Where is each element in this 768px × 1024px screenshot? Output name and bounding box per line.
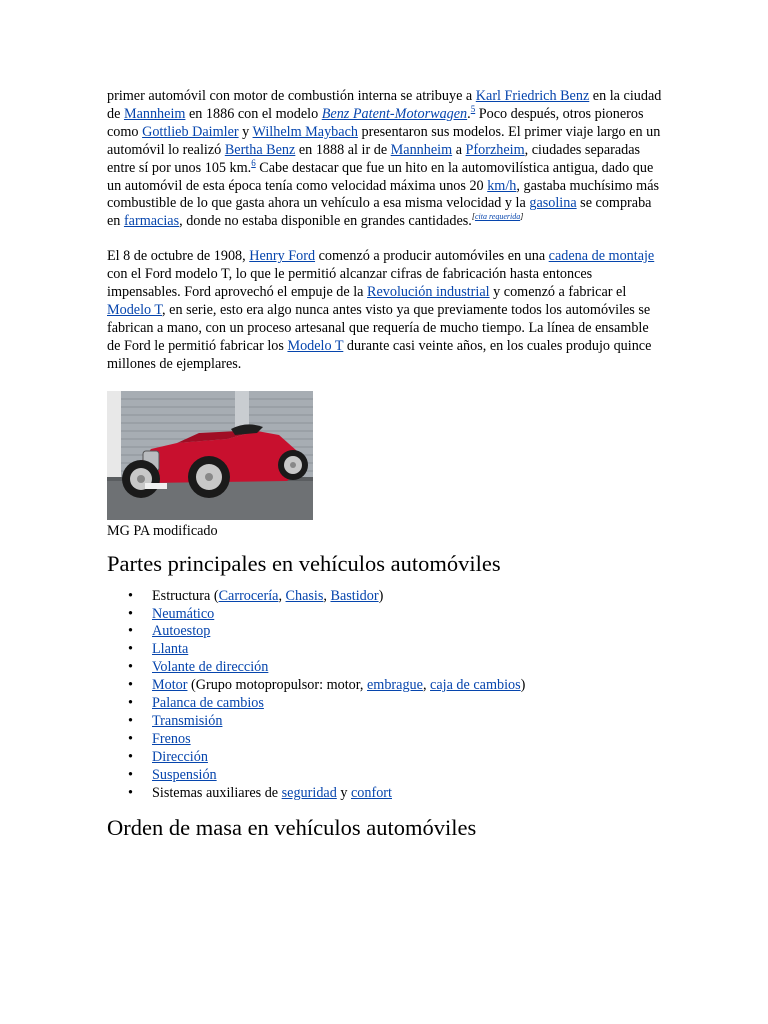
text: comenzó a producir automóviles en una [315, 248, 549, 265]
link-revolucion-industrial[interactable]: Revolución industrial [367, 284, 490, 301]
text: El 8 de octubre de 1908, [107, 248, 250, 265]
link-pforzheim[interactable]: Pforzheim [465, 141, 525, 158]
link-cadena-de-montaje[interactable]: cadena de montaje [548, 248, 655, 265]
list-item [128, 659, 663, 677]
list-item [128, 748, 663, 767]
link-benz-patent-motorwagen[interactable]: Benz Patent-Motorwagen [321, 105, 468, 122]
link-palanca-de-cambios[interactable]: Palanca de cambios [152, 695, 264, 712]
bullet-icon: • [128, 784, 133, 801]
footnote-6[interactable]: 6 [251, 157, 256, 168]
link-transmision[interactable]: Transmisión [152, 712, 223, 729]
footnote-5[interactable]: 5 [470, 103, 476, 114]
text: (Grupo motopropulsor: motor, [187, 677, 367, 694]
list-item [128, 605, 663, 624]
bracket: [ [471, 212, 475, 222]
link-carroceria[interactable]: Carrocería [218, 587, 279, 604]
link-henry-ford[interactable]: Henry Ford [249, 248, 316, 265]
link-bastidor[interactable]: Bastidor [330, 587, 379, 604]
bracket: ] [520, 212, 524, 222]
paragraph-ford [107, 248, 663, 373]
bullet-icon: • [128, 587, 133, 604]
text: en la ciudad de [107, 88, 662, 122]
link-caja-de-cambios[interactable]: caja de cambios [430, 677, 521, 694]
link-mannheim-2[interactable]: Mannheim [390, 141, 453, 158]
link-gasolina[interactable]: gasolina [529, 195, 577, 212]
link-farmacias[interactable]: farmacias [123, 213, 180, 230]
link-embrague[interactable]: embrague [367, 677, 423, 694]
link-kmh[interactable]: km/h [487, 177, 517, 194]
car-figure [107, 391, 663, 540]
text: ) [520, 677, 526, 694]
text: en 1888 al ir de [295, 141, 391, 158]
link-modelo-t-2[interactable]: Modelo T [287, 337, 344, 354]
link-bertha-benz[interactable]: Bertha Benz [224, 141, 296, 158]
text: se compraba en [107, 195, 652, 230]
text: Cabe destacar que fue un hito en la automovilística antigua, dado que un automóvil de esta época tenía como velocidad máxima unos 20 [107, 159, 654, 194]
text: y [238, 123, 253, 140]
link-cita-requerida[interactable]: cita requerida [474, 212, 521, 222]
link-mannheim[interactable]: Mannheim [123, 105, 186, 122]
link-seguridad[interactable]: seguridad [281, 784, 337, 801]
bullet-icon: • [128, 641, 133, 658]
bullet-icon: • [128, 748, 133, 765]
text: durante casi veinte años, en los cuales produjo quince millones de ejemplares. [107, 337, 652, 372]
bullet-icon: • [128, 605, 133, 622]
link-neumatico[interactable]: Neumático [152, 605, 215, 622]
list-item [128, 677, 663, 695]
text: , [422, 677, 431, 694]
link-volante-de-direccion[interactable]: Volante de dirección [152, 659, 269, 676]
text: con el Ford modelo T, lo que le permitió alcanzar cifras de fabricación hasta entonces impensables. Ford aprovechó el empuje de la [107, 266, 593, 301]
figure-caption: MG PA modificado [107, 522, 218, 539]
link-llanta[interactable]: Llanta [152, 641, 189, 658]
link-confort[interactable]: confort [351, 784, 392, 801]
link-direccion[interactable]: Dirección [152, 748, 208, 765]
text: , gastaba muchísimo más combustible de lo que gasta ahora un vehículo a esa misma velocidad y la [107, 177, 660, 212]
heading-orden-de-masa: Orden de masa en vehículos automóviles [107, 815, 477, 841]
list-item [128, 623, 663, 641]
parts-list [107, 588, 663, 803]
paragraph-history [107, 88, 663, 231]
link-wilhelm-maybach[interactable]: Wilhelm Maybach [252, 123, 358, 140]
list-item [128, 766, 663, 785]
text: Sistemas auxiliares de [152, 784, 282, 801]
link-motor[interactable]: Motor [152, 677, 188, 694]
citation-needed [472, 212, 524, 221]
bullet-icon: • [128, 623, 133, 640]
text: presentaron sus modelos. El primer viaje largo en un automóvil lo realizó [107, 123, 661, 158]
text: Poco después, otros pioneros como [107, 105, 644, 140]
link-modelo-t[interactable]: Modelo T [107, 301, 163, 318]
link-autoestop[interactable]: Autoestop [152, 623, 211, 640]
list-item [128, 730, 663, 749]
bullet-icon: • [128, 766, 133, 783]
text: y comenzó a fabricar el [489, 284, 627, 301]
bullet-icon: • [128, 677, 133, 694]
list-item [128, 712, 663, 731]
link-frenos[interactable]: Frenos [152, 730, 191, 747]
text: y [336, 784, 351, 801]
text: , donde no estaba disponible en grandes cantidades. [179, 213, 472, 230]
link-gottlieb-daimler[interactable]: Gottlieb Daimler [142, 123, 239, 140]
text: , en serie, esto era algo nunca antes visto ya que previamente todos los automóviles se fabrican a mano, con un proceso artesanal que requería de mucho tiempo. La línea de ensamble de Ford le permitió fabricar los [107, 301, 651, 354]
text: en 1886 con el modelo [185, 105, 322, 122]
list-item [128, 587, 663, 606]
text: . [467, 105, 471, 122]
bullet-icon: • [128, 695, 133, 712]
bullet-icon: • [128, 712, 133, 729]
heading-partes-principales: Partes principales en vehículos automóviles [107, 550, 501, 576]
mg-pa-car-photo[interactable] [107, 391, 313, 520]
text: primer automóvil con motor de combustión interna se atribuye a [107, 88, 476, 104]
list-item [128, 641, 663, 659]
link-suspension[interactable]: Suspensión [152, 766, 217, 783]
list-item [128, 784, 663, 803]
text: a [452, 141, 466, 158]
bullet-icon: • [128, 730, 133, 747]
text: , [278, 587, 286, 604]
list-item [128, 695, 663, 713]
link-karl-benz[interactable]: Karl Friedrich Benz [475, 88, 590, 104]
text: , [323, 587, 331, 604]
bullet-icon: • [128, 659, 133, 676]
text: ) [378, 587, 384, 604]
link-chasis[interactable]: Chasis [285, 587, 324, 604]
article-content [107, 88, 663, 852]
text: Estructura ( [152, 587, 219, 604]
text: , ciudades separadas entre sí por unos 105 km. [107, 141, 641, 176]
